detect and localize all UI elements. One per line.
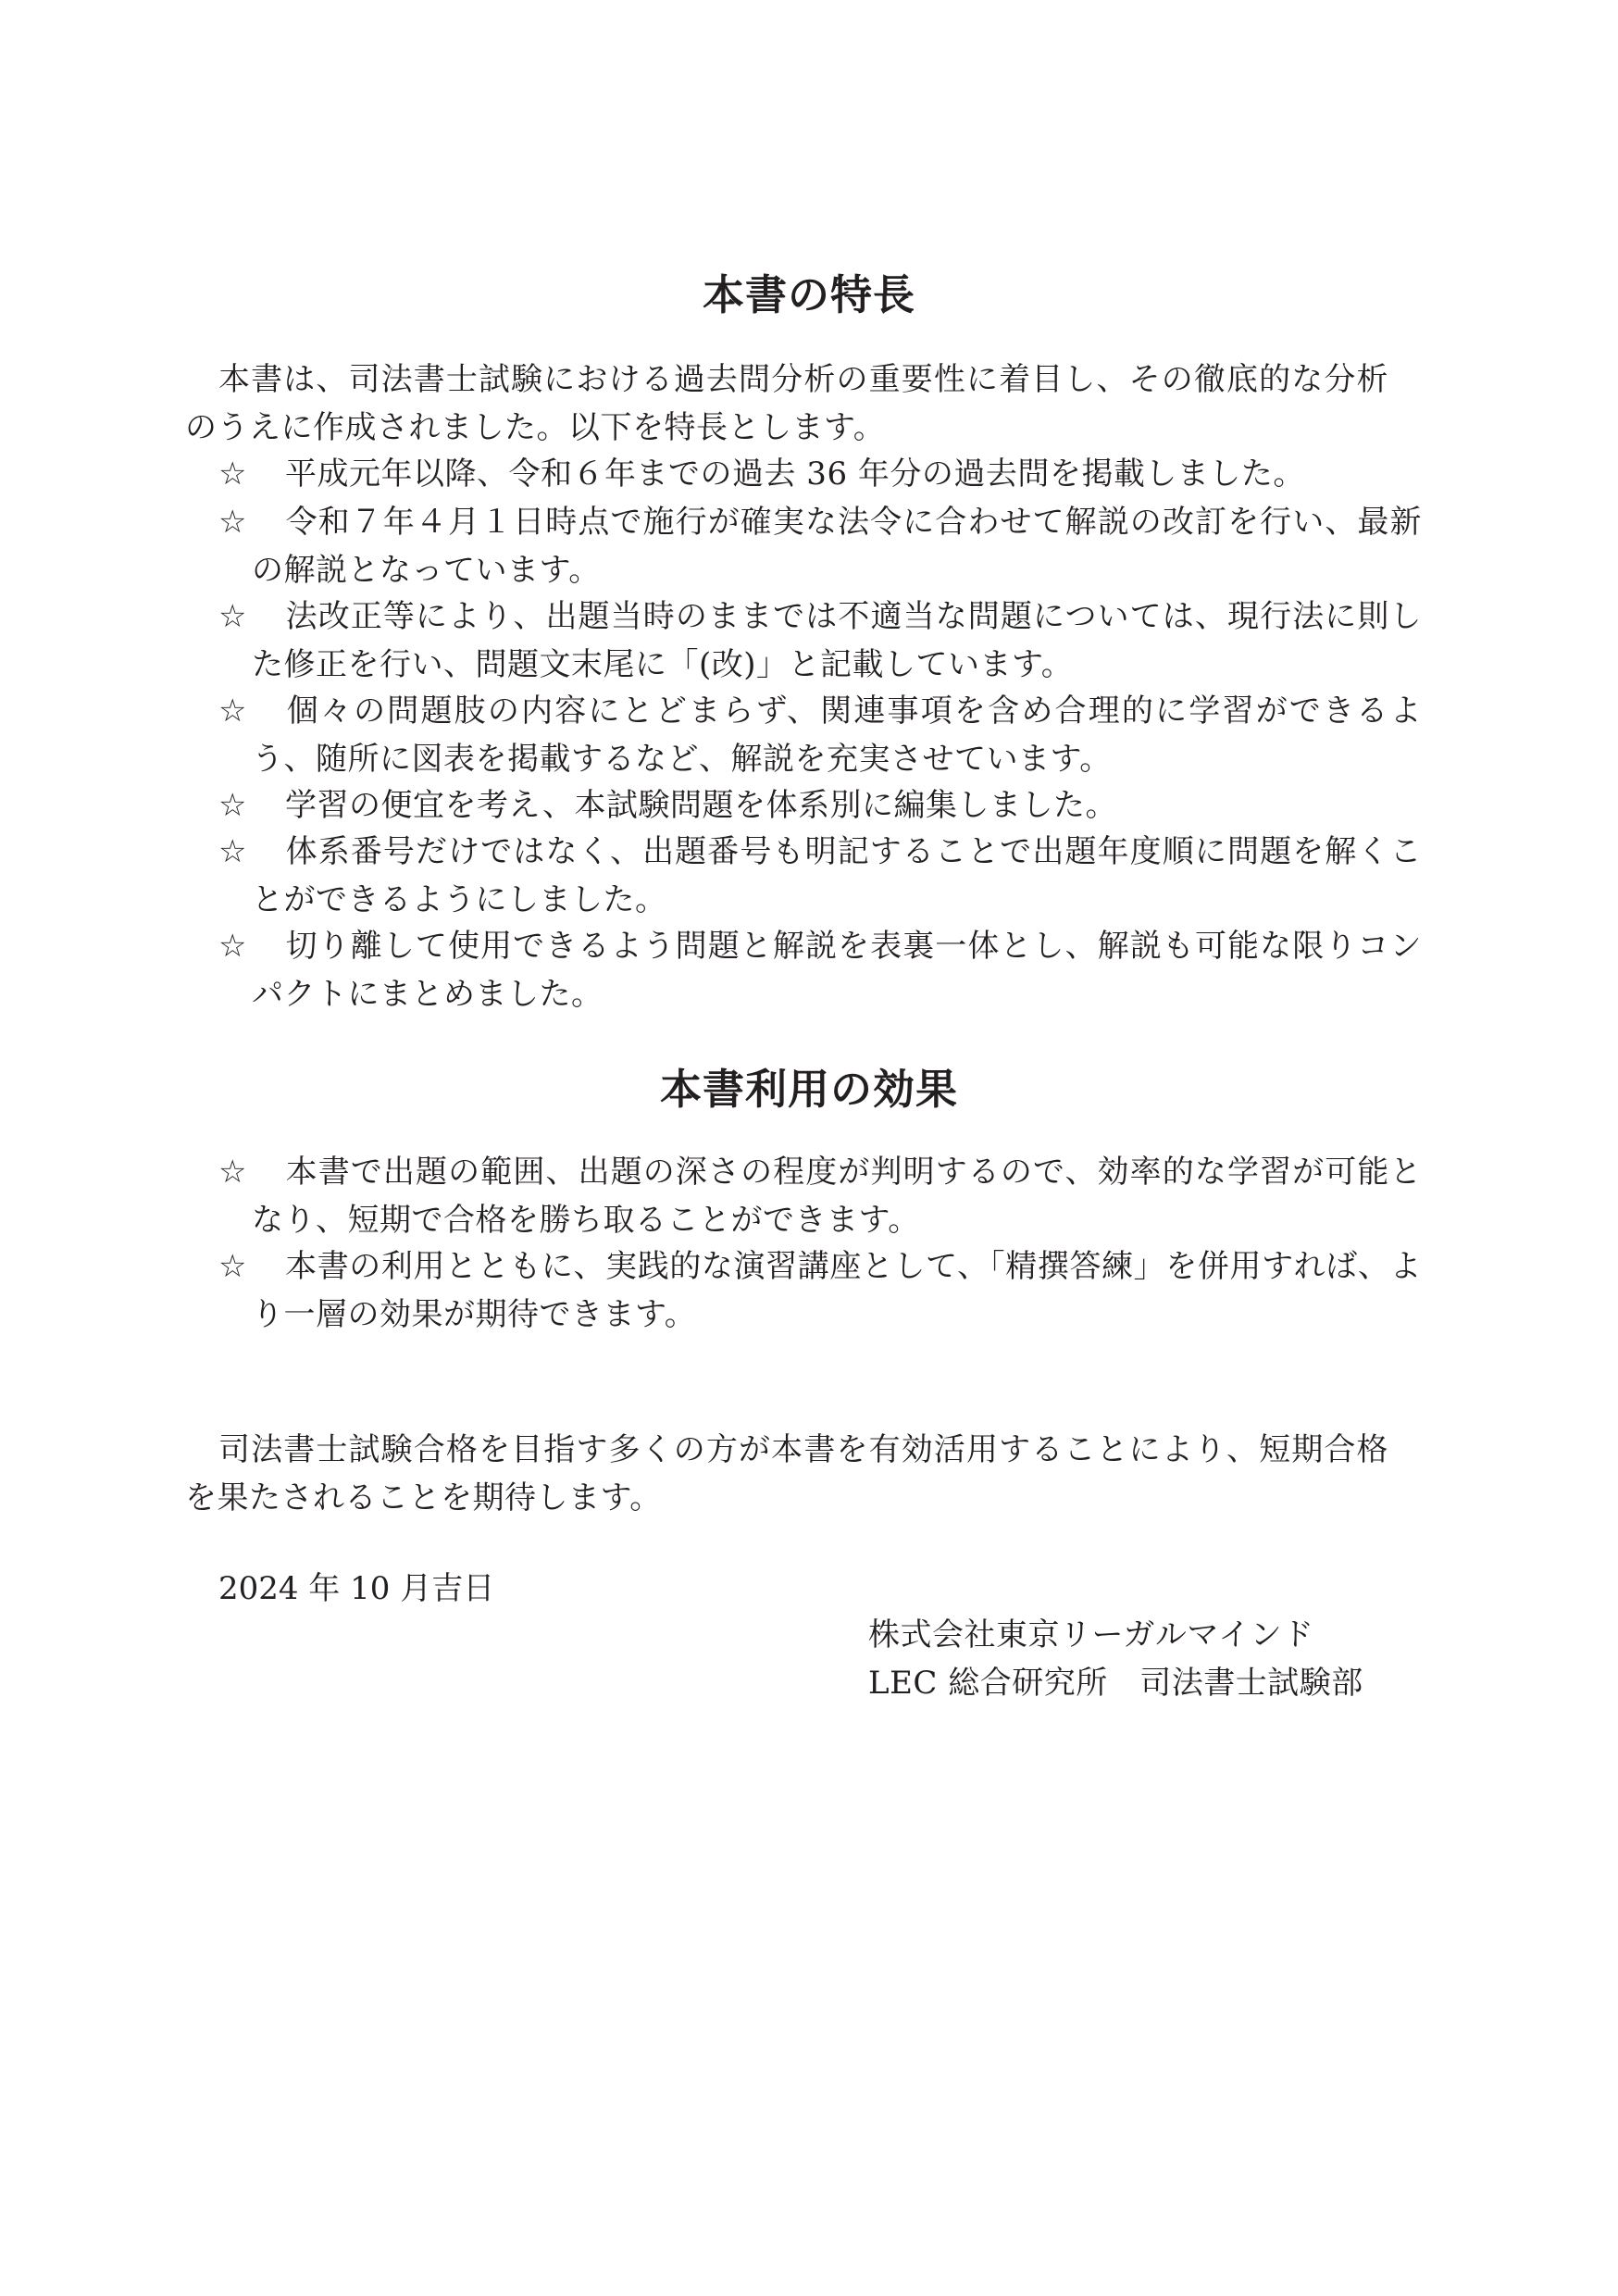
star-icon: ☆ [218, 833, 247, 870]
star-icon: ☆ [218, 693, 247, 730]
star-icon: ☆ [218, 787, 247, 824]
feature-item-text: 個々の問題肢の内容にとどまらず、関連事項を含め合理的に学習ができるよう、随所に図表を掲載するなど、解説を充実させています。 [252, 693, 1422, 778]
features-heading: 本書の特長 [702, 270, 915, 319]
closing-paragraph: 司法書士試験合格を目指す多くの方が本書を有効活用することにより、短期合格を果たされることを期待します。 [185, 1431, 1388, 1516]
signature-company: 株式会社東京リーガルマインド [868, 1616, 1314, 1653]
feature-item-text: 切り離して使用できるよう問題と解説を表裏一体とし、解説も可能な限りコンパクトにまとめました。 [252, 928, 1422, 1013]
date: 2024 年 10 月吉日 [218, 1570, 495, 1607]
effect-item [218, 1148, 1422, 1244]
star-icon: ☆ [218, 455, 247, 493]
star-icon: ☆ [218, 1154, 247, 1191]
feature-item [218, 498, 1422, 594]
feature-item [218, 781, 1422, 830]
feature-item [218, 687, 1422, 783]
feature-item-text: 平成元年以降、令和６年までの過去 36 年分の過去問を掲載しました。 [285, 455, 1305, 493]
feature-item-text: 体系番号だけではなく、出題番号も明記することで出題年度順に問題を解くことができるようにしました。 [252, 833, 1422, 918]
star-icon: ☆ [218, 928, 247, 965]
effects-heading: 本書利用の効果 [659, 1065, 958, 1114]
effect-item-text: 本書で出題の範囲、出題の深さの程度が判明するので、効率的な学習が可能となり、短期で合格を勝ち取ることができます。 [252, 1154, 1422, 1239]
signature-department: LEC 総合研究所 司法書士試験部 [868, 1665, 1363, 1702]
feature-item-text: 学習の便宜を考え、本試験問題を体系別に編集しました。 [285, 787, 1118, 824]
feature-item [218, 593, 1422, 689]
star-icon: ☆ [218, 504, 247, 541]
features-intro: 本書は、司法書士試験における過去問分析の重要性に着目し、その徹底的な分析のうえに作成されました。以下を特長とします。 [185, 361, 1388, 446]
feature-item [218, 450, 1422, 498]
feature-item [218, 922, 1422, 1018]
effect-item [218, 1242, 1422, 1339]
feature-item [218, 828, 1422, 924]
feature-item-text: 令和７年４月１日時点で施行が確実な法令に合わせて解説の改訂を行い、最新の解説となっています。 [252, 504, 1422, 589]
star-icon: ☆ [218, 598, 247, 635]
effect-item-text: 本書の利用とともに、実践的な演習講座として、「精撰答練」を併用すれば、より一層の効果が期待できます。 [252, 1248, 1422, 1333]
star-icon: ☆ [218, 1248, 247, 1285]
feature-item-text: 法改正等により、出題当時のままでは不適当な問題については、現行法に則した修正を行い、問題文末尾に「(改)」と記載しています。 [252, 598, 1422, 683]
